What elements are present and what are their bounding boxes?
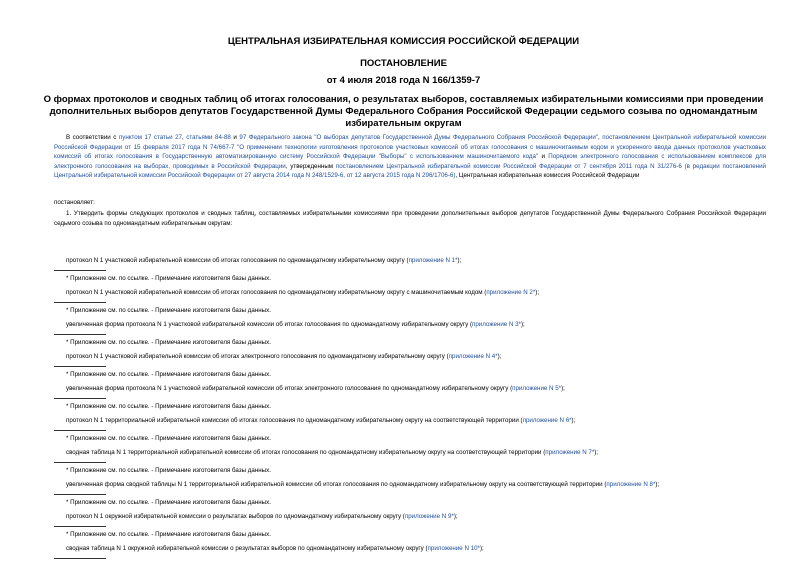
appendix-entry xyxy=(54,352,774,362)
appendix-entry-text: протокол N 1 окружной избирательной комиссии о результатах выборов по одномандатному избирательному округу (приложение N 9*); xyxy=(66,513,458,520)
footnote-separator xyxy=(54,334,106,335)
footnote-text: * Приложение см. по ссылке. - Примечание изготовителя базы данных. xyxy=(66,275,271,282)
appendix-entry xyxy=(54,256,774,266)
appendix-link-9[interactable]: приложение N 9* xyxy=(404,513,454,520)
footnote-text: * Приложение см. по ссылке. - Примечание изготовителя базы данных. xyxy=(66,435,271,442)
appendix-link-8[interactable]: приложение N 8* xyxy=(606,481,656,488)
footnote-separator xyxy=(54,302,106,303)
appendix-link-7[interactable]: приложение N 7* xyxy=(545,449,595,456)
footnote-text: * Приложение см. по ссылке. - Примечание изготовителя базы данных. xyxy=(66,499,271,506)
footnote-text: * Приложение см. по ссылке. - Примечание изготовителя базы данных. xyxy=(66,403,271,410)
item-1-paragraph: 1. Утвердить формы следующих протоколов и сводных таблиц, составляемых избирательными комиссиями при проведении дополнительных выборов депутатов Государственной Думы Федерального Собрания Российской Федерации седьмого созыва по одномандатным избирательным округам: xyxy=(54,210,766,227)
link-electronic-voting-procedure[interactable]: Порядком электронного голосования с использованием комплексов для электронного голосования на выборах, проводимых в Российской Федерации xyxy=(54,153,766,170)
link-resolution-31-276-6[interactable]: постановлением Центральной избирательной комиссии Российской Федерации от 7 сентября 2011 года N 31/276-6 (в редакции постановлений Центральной избирательной комиссии Российской Федерации от 27 августа 2014 года N 248/1529-6, от 12 августа 2015 года N 296/1706-6) xyxy=(54,162,766,180)
appendix-entry-text: протокол N 1 участковой избирательной комиссии об итогах электронного голосования по одномандатному избирательному округу (приложение N 4*); xyxy=(66,353,502,360)
appendix-link-5[interactable]: приложение N 5* xyxy=(512,385,562,392)
appendix-entry-text: протокол N 1 территориальной избирательной комиссии об итогах голосования по одномандатному избирательному округу на соответствующей территории (приложение N 6*); xyxy=(66,417,576,424)
appendix-entry-text: увеличенная форма сводной таблицы N 1 территориальной избирательной комиссии об итогах голосования по одномандатному избирательному округу на соответствующей территории (приложение N 8*); xyxy=(66,481,660,488)
document-type-heading: ПОСТАНОВЛЕНИЕ xyxy=(360,58,447,69)
link-federal-law[interactable]: 97 Федерального закона "О выборах депутатов Государственной Думы Федерального Собрания Российской Федерации" xyxy=(239,134,599,141)
document-title: О формах протоколов и сводных таблиц об итогах голосования, о результатах выборов, составляемых избирательными комиссиями при проведении дополнительных выборов депутатов Государственной Думы Федерального Собрания Российской Федерации седьмого созыва по одномандатным избирательным округам xyxy=(43,94,764,129)
preamble-paragraph: В соответствии с пунктом 17 статьи 27, статьями 84-88 и 97 Федерального закона "О выборах депутатов Государственной Думы Федерального Собрания Российской Федерации", постановлением Центральной избирательной комиссии Российской Федерации от 15 февраля 2017 года N 74/667-7 "О применении технологии изготовления протоколов участковых комиссий об итогах голосования с машиночитаемым кодом и ускоренного ввода данных протоколов участковых комиссий об итогах голосования в Государственную автоматизированную систему Российской Федерации "Выборы" с использованием машиночитаемого кода" и Порядком электронного голосования с использованием комплексов для электронного голосования на выборах, проводимых в Российской Федерации, утвержденным постановлением Центральной избирательной комиссии Российской Федерации от 7 сентября 2011 года N 31/276-6 (в редакции постановлений Центральной избирательной комиссии Российской Федерации от 27 августа 2014 года N 248/1529-6, от 12 августа 2015 года N 296/1706-6), Центральная избирательная комиссия Российской Федерации xyxy=(54,134,766,180)
appendix-link-3[interactable]: приложение N 3* xyxy=(472,321,521,328)
footnote-separator xyxy=(54,270,106,271)
appendix-entry xyxy=(54,544,774,554)
appendix-entry-text: сводная таблица N 1 окружной избирательной комиссии о результатах выборов по одномандатному избирательному округу (приложение N 10*); xyxy=(66,545,484,552)
appendix-entry xyxy=(54,512,774,522)
link-articles-84-88[interactable]: статьями 84-88 xyxy=(186,134,231,141)
appendix-link-1[interactable]: приложение N 1* xyxy=(408,257,458,264)
footnote-text: * Приложение см. по ссылке. - Примечание изготовителя базы данных. xyxy=(66,531,271,538)
appendix-entry-text: сводная таблица N 1 территориальной избирательной комиссии об итогах голосования по одномандатному избирательному округу на соответствующей территории (приложение N 7*); xyxy=(66,449,599,456)
appendix-entry-text: протокол N 1 участковой избирательной комиссии об итогах голосования по одномандатному избирательному округу (приложение N 1*); xyxy=(66,257,462,264)
link-resolution-74-667-7[interactable]: постановлением Центральной избирательной комиссии Российской Федерации от 15 февраля 2017 года N 74/667-7 "О применении технологии изготовления протоколов участковых комиссий об итогах голосования с машиночитаемым кодом и ускоренного ввода данных протоколов участковых комиссий об итогах голосования в Государственную автоматизированную систему Российской Федерации "Выборы" с использованием машиночитаемого кода" xyxy=(54,134,766,161)
appendix-entry xyxy=(54,416,774,426)
appendix-entry xyxy=(54,320,774,330)
footnote-text: * Приложение см. по ссылке. - Примечание изготовителя базы данных. xyxy=(66,339,271,346)
appendix-entry xyxy=(54,448,774,458)
footnote-separator xyxy=(54,494,106,495)
appendix-link-4[interactable]: приложение N 4* xyxy=(448,353,498,360)
appendix-entry-text: увеличенная форма протокола N 1 участковой избирательной комиссии об итогах электронного голосования по одномандатному избирательному округу (приложение N 5*); xyxy=(66,385,565,392)
appendix-entry-text: увеличенная форма протокола N 1 участковой избирательной комиссии об итогах голосования по одномандатному избирательному округу (приложение N 3*); xyxy=(66,321,525,328)
footnote-text: * Приложение см. по ссылке. - Примечание изготовителя базы данных. xyxy=(66,307,271,314)
footnote-separator xyxy=(54,398,106,399)
appendix-entry xyxy=(54,384,774,394)
appendix-entry xyxy=(54,288,774,298)
resolves-text: постановляет: xyxy=(54,199,95,206)
footnote-separator xyxy=(54,366,106,367)
appendix-link-6[interactable]: приложение N 6* xyxy=(522,417,572,424)
appendix-entry-text: протокол N 1 участковой избирательной комиссии об итогах голосования по одномандатному избирательному округу с машиночитаемым кодом (приложение N 2*); xyxy=(66,289,540,296)
appendix-link-2[interactable]: приложение N 2* xyxy=(486,289,536,296)
footnote-separator xyxy=(54,558,106,559)
organization-heading: ЦЕНТРАЛЬНАЯ ИЗБИРАТЕЛЬНАЯ КОМИССИЯ РОССИЙСКОЙ ФЕДЕРАЦИИ xyxy=(227,36,580,47)
date-number-heading: от 4 июля 2018 года N 166/1359-7 xyxy=(326,75,481,86)
footnote-separator xyxy=(54,430,106,431)
footnote-text: * Приложение см. по ссылке. - Примечание изготовителя базы данных. xyxy=(66,467,271,474)
appendix-link-10[interactable]: приложение N 10* xyxy=(427,545,480,552)
footnote-separator xyxy=(54,526,106,527)
footnote-separator xyxy=(54,462,106,463)
link-article-27[interactable]: пунктом 17 статьи 27 xyxy=(118,134,182,141)
footnote-text: * Приложение см. по ссылке. - Примечание изготовителя базы данных. xyxy=(66,371,271,378)
appendix-entry xyxy=(54,480,774,490)
